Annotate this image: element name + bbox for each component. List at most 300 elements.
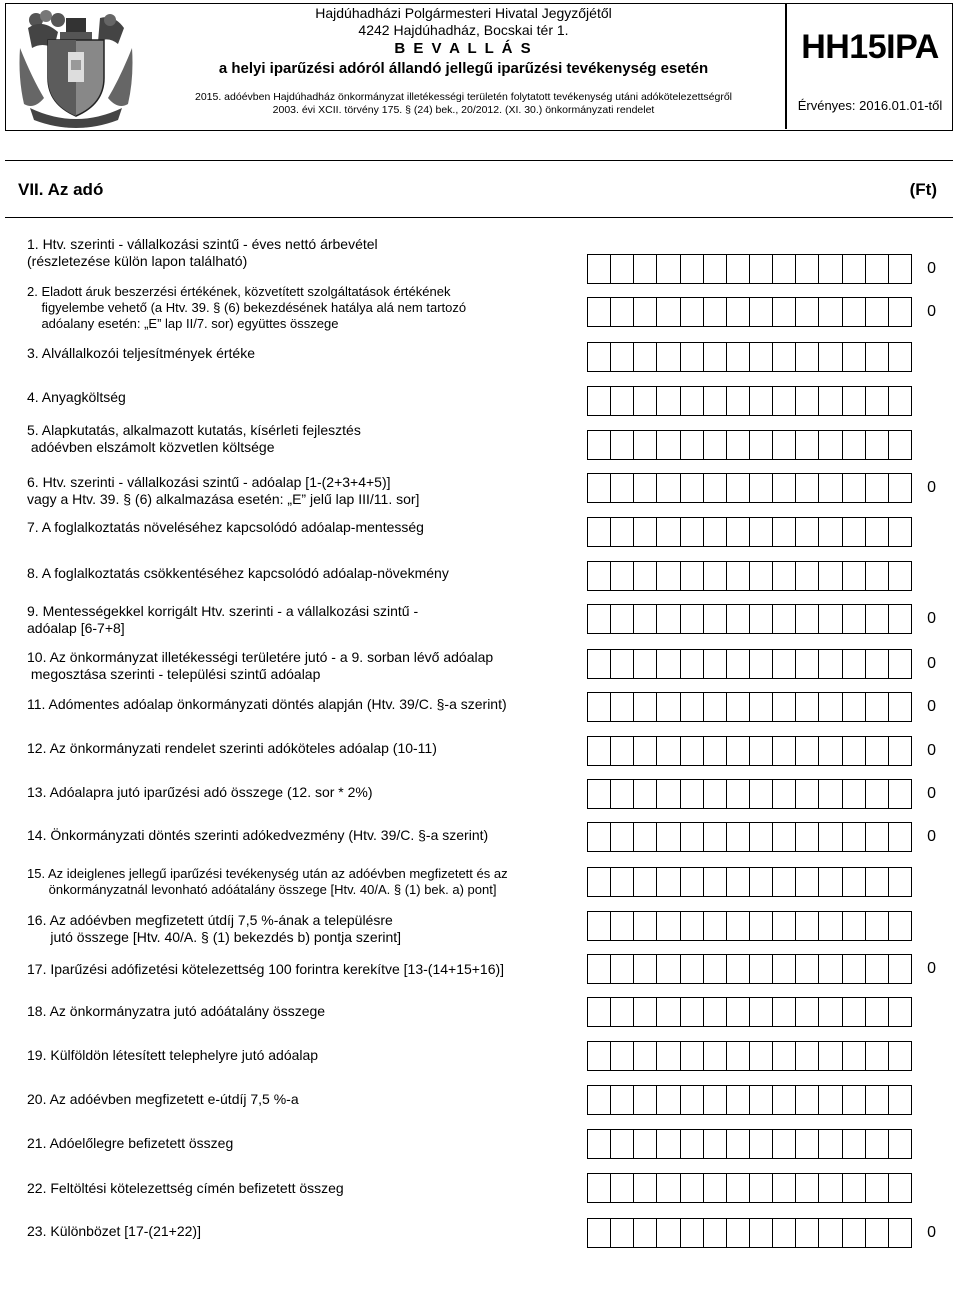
amount-input-boxes[interactable]	[587, 997, 912, 1027]
digit-cell[interactable]	[657, 298, 680, 326]
digit-cell[interactable]	[843, 605, 866, 633]
digit-cell[interactable]	[657, 693, 680, 721]
digit-cell[interactable]	[819, 780, 842, 808]
digit-cell[interactable]	[634, 1219, 657, 1247]
digit-cell[interactable]	[773, 780, 796, 808]
digit-cell[interactable]	[634, 780, 657, 808]
digit-cell[interactable]	[681, 780, 704, 808]
digit-cell[interactable]	[866, 737, 889, 765]
digit-cell[interactable]	[704, 1086, 727, 1114]
digit-cell[interactable]	[634, 737, 657, 765]
digit-cell[interactable]	[588, 1086, 611, 1114]
digit-cell[interactable]	[866, 955, 889, 983]
digit-cell[interactable]	[634, 518, 657, 546]
digit-cell[interactable]	[657, 1219, 680, 1247]
digit-cell[interactable]	[773, 605, 796, 633]
digit-cell[interactable]	[681, 998, 704, 1026]
digit-cell[interactable]	[657, 912, 680, 940]
digit-cell[interactable]	[588, 868, 611, 896]
digit-cell[interactable]	[750, 387, 773, 415]
digit-cell[interactable]	[588, 474, 611, 502]
digit-cell[interactable]	[681, 298, 704, 326]
digit-cell[interactable]	[727, 1042, 750, 1070]
digit-cell[interactable]	[843, 474, 866, 502]
amount-input-boxes[interactable]	[587, 561, 912, 591]
digit-cell[interactable]	[704, 605, 727, 633]
digit-cell[interactable]	[819, 737, 842, 765]
digit-cell[interactable]	[657, 518, 680, 546]
digit-cell[interactable]	[773, 955, 796, 983]
digit-cell[interactable]	[889, 912, 911, 940]
digit-cell[interactable]	[750, 1086, 773, 1114]
digit-cell[interactable]	[611, 518, 634, 546]
digit-cell[interactable]	[727, 823, 750, 851]
digit-cell[interactable]	[657, 387, 680, 415]
digit-cell[interactable]	[750, 298, 773, 326]
digit-cell[interactable]	[843, 1174, 866, 1202]
digit-cell[interactable]	[704, 693, 727, 721]
digit-cell[interactable]	[727, 998, 750, 1026]
digit-cell[interactable]	[796, 868, 819, 896]
digit-cell[interactable]	[889, 650, 911, 678]
digit-cell[interactable]	[843, 431, 866, 459]
digit-cell[interactable]	[866, 1219, 889, 1247]
digit-cell[interactable]	[588, 823, 611, 851]
digit-cell[interactable]	[611, 1219, 634, 1247]
digit-cell[interactable]	[704, 474, 727, 502]
amount-input-boxes[interactable]	[587, 342, 912, 372]
digit-cell[interactable]	[634, 868, 657, 896]
digit-cell[interactable]	[727, 1086, 750, 1114]
digit-cell[interactable]	[796, 518, 819, 546]
digit-cell[interactable]	[796, 823, 819, 851]
digit-cell[interactable]	[727, 474, 750, 502]
digit-cell[interactable]	[843, 562, 866, 590]
digit-cell[interactable]	[681, 343, 704, 371]
digit-cell[interactable]	[681, 1130, 704, 1158]
digit-cell[interactable]	[819, 387, 842, 415]
digit-cell[interactable]	[843, 868, 866, 896]
digit-cell[interactable]	[796, 474, 819, 502]
digit-cell[interactable]	[866, 474, 889, 502]
amount-input-boxes[interactable]	[587, 473, 912, 503]
digit-cell[interactable]	[727, 298, 750, 326]
digit-cell[interactable]	[681, 431, 704, 459]
digit-cell[interactable]	[588, 912, 611, 940]
digit-cell[interactable]	[727, 780, 750, 808]
digit-cell[interactable]	[681, 474, 704, 502]
digit-cell[interactable]	[866, 912, 889, 940]
digit-cell[interactable]	[681, 1174, 704, 1202]
digit-cell[interactable]	[773, 431, 796, 459]
digit-cell[interactable]	[657, 474, 680, 502]
digit-cell[interactable]	[681, 255, 704, 283]
digit-cell[interactable]	[866, 518, 889, 546]
digit-cell[interactable]	[819, 998, 842, 1026]
digit-cell[interactable]	[681, 868, 704, 896]
digit-cell[interactable]	[681, 518, 704, 546]
digit-cell[interactable]	[681, 955, 704, 983]
digit-cell[interactable]	[657, 605, 680, 633]
digit-cell[interactable]	[843, 255, 866, 283]
digit-cell[interactable]	[611, 823, 634, 851]
digit-cell[interactable]	[611, 562, 634, 590]
amount-input-boxes[interactable]	[587, 604, 912, 634]
digit-cell[interactable]	[796, 1219, 819, 1247]
digit-cell[interactable]	[681, 605, 704, 633]
digit-cell[interactable]	[704, 1042, 727, 1070]
digit-cell[interactable]	[727, 605, 750, 633]
digit-cell[interactable]	[611, 387, 634, 415]
digit-cell[interactable]	[889, 474, 911, 502]
amount-input-boxes[interactable]	[587, 1173, 912, 1203]
digit-cell[interactable]	[773, 737, 796, 765]
amount-input-boxes[interactable]	[587, 254, 912, 284]
digit-cell[interactable]	[588, 1042, 611, 1070]
digit-cell[interactable]	[634, 650, 657, 678]
digit-cell[interactable]	[819, 650, 842, 678]
digit-cell[interactable]	[634, 912, 657, 940]
digit-cell[interactable]	[611, 1174, 634, 1202]
digit-cell[interactable]	[819, 868, 842, 896]
digit-cell[interactable]	[704, 868, 727, 896]
digit-cell[interactable]	[681, 912, 704, 940]
digit-cell[interactable]	[750, 955, 773, 983]
digit-cell[interactable]	[796, 298, 819, 326]
digit-cell[interactable]	[611, 780, 634, 808]
digit-cell[interactable]	[681, 387, 704, 415]
digit-cell[interactable]	[704, 255, 727, 283]
digit-cell[interactable]	[657, 955, 680, 983]
digit-cell[interactable]	[796, 1130, 819, 1158]
digit-cell[interactable]	[681, 562, 704, 590]
digit-cell[interactable]	[843, 650, 866, 678]
digit-cell[interactable]	[727, 1130, 750, 1158]
digit-cell[interactable]	[634, 823, 657, 851]
digit-cell[interactable]	[889, 693, 911, 721]
digit-cell[interactable]	[704, 650, 727, 678]
digit-cell[interactable]	[889, 605, 911, 633]
digit-cell[interactable]	[704, 1130, 727, 1158]
amount-input-boxes[interactable]	[587, 692, 912, 722]
digit-cell[interactable]	[866, 562, 889, 590]
digit-cell[interactable]	[819, 562, 842, 590]
digit-cell[interactable]	[750, 255, 773, 283]
amount-input-boxes[interactable]	[587, 822, 912, 852]
digit-cell[interactable]	[704, 780, 727, 808]
digit-cell[interactable]	[866, 431, 889, 459]
digit-cell[interactable]	[843, 1086, 866, 1114]
digit-cell[interactable]	[796, 955, 819, 983]
digit-cell[interactable]	[588, 693, 611, 721]
amount-input-boxes[interactable]	[587, 1085, 912, 1115]
digit-cell[interactable]	[889, 562, 911, 590]
digit-cell[interactable]	[750, 737, 773, 765]
digit-cell[interactable]	[704, 387, 727, 415]
digit-cell[interactable]	[750, 562, 773, 590]
digit-cell[interactable]	[796, 1086, 819, 1114]
digit-cell[interactable]	[657, 562, 680, 590]
digit-cell[interactable]	[704, 912, 727, 940]
digit-cell[interactable]	[681, 823, 704, 851]
digit-cell[interactable]	[611, 431, 634, 459]
digit-cell[interactable]	[773, 343, 796, 371]
digit-cell[interactable]	[866, 1174, 889, 1202]
digit-cell[interactable]	[634, 1130, 657, 1158]
digit-cell[interactable]	[866, 1130, 889, 1158]
digit-cell[interactable]	[819, 605, 842, 633]
digit-cell[interactable]	[773, 562, 796, 590]
digit-cell[interactable]	[889, 298, 911, 326]
digit-cell[interactable]	[634, 605, 657, 633]
digit-cell[interactable]	[796, 998, 819, 1026]
digit-cell[interactable]	[843, 1130, 866, 1158]
digit-cell[interactable]	[634, 1086, 657, 1114]
digit-cell[interactable]	[704, 343, 727, 371]
digit-cell[interactable]	[866, 868, 889, 896]
digit-cell[interactable]	[704, 955, 727, 983]
digit-cell[interactable]	[819, 298, 842, 326]
digit-cell[interactable]	[843, 343, 866, 371]
digit-cell[interactable]	[866, 693, 889, 721]
digit-cell[interactable]	[704, 298, 727, 326]
digit-cell[interactable]	[657, 1086, 680, 1114]
digit-cell[interactable]	[796, 780, 819, 808]
amount-input-boxes[interactable]	[587, 430, 912, 460]
digit-cell[interactable]	[727, 650, 750, 678]
digit-cell[interactable]	[819, 823, 842, 851]
digit-cell[interactable]	[681, 1219, 704, 1247]
amount-input-boxes[interactable]	[587, 386, 912, 416]
digit-cell[interactable]	[773, 650, 796, 678]
digit-cell[interactable]	[750, 1130, 773, 1158]
digit-cell[interactable]	[727, 431, 750, 459]
digit-cell[interactable]	[866, 298, 889, 326]
digit-cell[interactable]	[796, 605, 819, 633]
digit-cell[interactable]	[727, 255, 750, 283]
digit-cell[interactable]	[657, 1130, 680, 1158]
digit-cell[interactable]	[866, 823, 889, 851]
digit-cell[interactable]	[681, 1086, 704, 1114]
digit-cell[interactable]	[704, 431, 727, 459]
digit-cell[interactable]	[611, 737, 634, 765]
digit-cell[interactable]	[704, 1174, 727, 1202]
digit-cell[interactable]	[796, 562, 819, 590]
digit-cell[interactable]	[634, 298, 657, 326]
digit-cell[interactable]	[657, 431, 680, 459]
digit-cell[interactable]	[657, 1174, 680, 1202]
digit-cell[interactable]	[634, 998, 657, 1026]
digit-cell[interactable]	[889, 823, 911, 851]
digit-cell[interactable]	[773, 1174, 796, 1202]
digit-cell[interactable]	[657, 737, 680, 765]
digit-cell[interactable]	[611, 298, 634, 326]
digit-cell[interactable]	[657, 650, 680, 678]
digit-cell[interactable]	[796, 737, 819, 765]
digit-cell[interactable]	[773, 693, 796, 721]
digit-cell[interactable]	[773, 387, 796, 415]
amount-input-boxes[interactable]	[587, 649, 912, 679]
digit-cell[interactable]	[657, 998, 680, 1026]
digit-cell[interactable]	[681, 1042, 704, 1070]
digit-cell[interactable]	[657, 823, 680, 851]
digit-cell[interactable]	[843, 298, 866, 326]
digit-cell[interactable]	[588, 562, 611, 590]
digit-cell[interactable]	[681, 650, 704, 678]
digit-cell[interactable]	[773, 518, 796, 546]
digit-cell[interactable]	[889, 1130, 911, 1158]
digit-cell[interactable]	[796, 255, 819, 283]
digit-cell[interactable]	[634, 1174, 657, 1202]
digit-cell[interactable]	[843, 387, 866, 415]
digit-cell[interactable]	[588, 518, 611, 546]
digit-cell[interactable]	[773, 298, 796, 326]
digit-cell[interactable]	[866, 343, 889, 371]
digit-cell[interactable]	[588, 255, 611, 283]
amount-input-boxes[interactable]	[587, 954, 912, 984]
digit-cell[interactable]	[889, 737, 911, 765]
digit-cell[interactable]	[773, 1086, 796, 1114]
digit-cell[interactable]	[704, 737, 727, 765]
digit-cell[interactable]	[750, 693, 773, 721]
digit-cell[interactable]	[819, 693, 842, 721]
digit-cell[interactable]	[796, 1174, 819, 1202]
digit-cell[interactable]	[889, 955, 911, 983]
digit-cell[interactable]	[704, 562, 727, 590]
digit-cell[interactable]	[819, 431, 842, 459]
digit-cell[interactable]	[750, 1042, 773, 1070]
digit-cell[interactable]	[727, 912, 750, 940]
digit-cell[interactable]	[611, 1130, 634, 1158]
digit-cell[interactable]	[657, 343, 680, 371]
amount-input-boxes[interactable]	[587, 297, 912, 327]
digit-cell[interactable]	[866, 650, 889, 678]
digit-cell[interactable]	[588, 1174, 611, 1202]
amount-input-boxes[interactable]	[587, 911, 912, 941]
digit-cell[interactable]	[704, 518, 727, 546]
digit-cell[interactable]	[634, 474, 657, 502]
digit-cell[interactable]	[727, 1174, 750, 1202]
digit-cell[interactable]	[773, 1042, 796, 1070]
digit-cell[interactable]	[750, 1174, 773, 1202]
digit-cell[interactable]	[819, 912, 842, 940]
digit-cell[interactable]	[889, 1042, 911, 1070]
digit-cell[interactable]	[866, 780, 889, 808]
digit-cell[interactable]	[588, 998, 611, 1026]
digit-cell[interactable]	[796, 387, 819, 415]
digit-cell[interactable]	[819, 1042, 842, 1070]
digit-cell[interactable]	[634, 693, 657, 721]
digit-cell[interactable]	[750, 343, 773, 371]
digit-cell[interactable]	[611, 693, 634, 721]
digit-cell[interactable]	[843, 780, 866, 808]
digit-cell[interactable]	[750, 650, 773, 678]
digit-cell[interactable]	[819, 1086, 842, 1114]
digit-cell[interactable]	[611, 1042, 634, 1070]
digit-cell[interactable]	[843, 823, 866, 851]
digit-cell[interactable]	[819, 343, 842, 371]
amount-input-boxes[interactable]	[587, 867, 912, 897]
digit-cell[interactable]	[611, 650, 634, 678]
digit-cell[interactable]	[681, 737, 704, 765]
digit-cell[interactable]	[843, 518, 866, 546]
digit-cell[interactable]	[750, 1219, 773, 1247]
digit-cell[interactable]	[704, 823, 727, 851]
digit-cell[interactable]	[727, 693, 750, 721]
digit-cell[interactable]	[750, 868, 773, 896]
amount-input-boxes[interactable]	[587, 1129, 912, 1159]
digit-cell[interactable]	[819, 955, 842, 983]
digit-cell[interactable]	[796, 431, 819, 459]
digit-cell[interactable]	[843, 912, 866, 940]
digit-cell[interactable]	[611, 605, 634, 633]
amount-input-boxes[interactable]	[587, 779, 912, 809]
digit-cell[interactable]	[819, 1219, 842, 1247]
digit-cell[interactable]	[889, 518, 911, 546]
digit-cell[interactable]	[819, 1130, 842, 1158]
digit-cell[interactable]	[843, 693, 866, 721]
amount-input-boxes[interactable]	[587, 736, 912, 766]
digit-cell[interactable]	[889, 998, 911, 1026]
digit-cell[interactable]	[773, 823, 796, 851]
digit-cell[interactable]	[588, 605, 611, 633]
digit-cell[interactable]	[796, 650, 819, 678]
digit-cell[interactable]	[611, 998, 634, 1026]
digit-cell[interactable]	[773, 255, 796, 283]
digit-cell[interactable]	[704, 998, 727, 1026]
digit-cell[interactable]	[634, 955, 657, 983]
digit-cell[interactable]	[843, 1042, 866, 1070]
digit-cell[interactable]	[727, 955, 750, 983]
digit-cell[interactable]	[843, 998, 866, 1026]
digit-cell[interactable]	[796, 343, 819, 371]
digit-cell[interactable]	[750, 912, 773, 940]
digit-cell[interactable]	[843, 1219, 866, 1247]
digit-cell[interactable]	[889, 387, 911, 415]
digit-cell[interactable]	[796, 693, 819, 721]
digit-cell[interactable]	[889, 431, 911, 459]
digit-cell[interactable]	[704, 1219, 727, 1247]
digit-cell[interactable]	[588, 298, 611, 326]
digit-cell[interactable]	[588, 737, 611, 765]
digit-cell[interactable]	[681, 693, 704, 721]
digit-cell[interactable]	[750, 998, 773, 1026]
digit-cell[interactable]	[588, 387, 611, 415]
digit-cell[interactable]	[773, 912, 796, 940]
digit-cell[interactable]	[750, 605, 773, 633]
digit-cell[interactable]	[657, 780, 680, 808]
digit-cell[interactable]	[588, 1219, 611, 1247]
digit-cell[interactable]	[866, 255, 889, 283]
digit-cell[interactable]	[889, 255, 911, 283]
digit-cell[interactable]	[588, 431, 611, 459]
digit-cell[interactable]	[843, 955, 866, 983]
digit-cell[interactable]	[588, 955, 611, 983]
digit-cell[interactable]	[866, 1086, 889, 1114]
digit-cell[interactable]	[611, 255, 634, 283]
digit-cell[interactable]	[750, 431, 773, 459]
digit-cell[interactable]	[634, 1042, 657, 1070]
digit-cell[interactable]	[866, 387, 889, 415]
digit-cell[interactable]	[634, 562, 657, 590]
digit-cell[interactable]	[889, 1219, 911, 1247]
digit-cell[interactable]	[727, 562, 750, 590]
digit-cell[interactable]	[750, 518, 773, 546]
digit-cell[interactable]	[773, 474, 796, 502]
digit-cell[interactable]	[611, 955, 634, 983]
digit-cell[interactable]	[611, 868, 634, 896]
digit-cell[interactable]	[866, 1042, 889, 1070]
